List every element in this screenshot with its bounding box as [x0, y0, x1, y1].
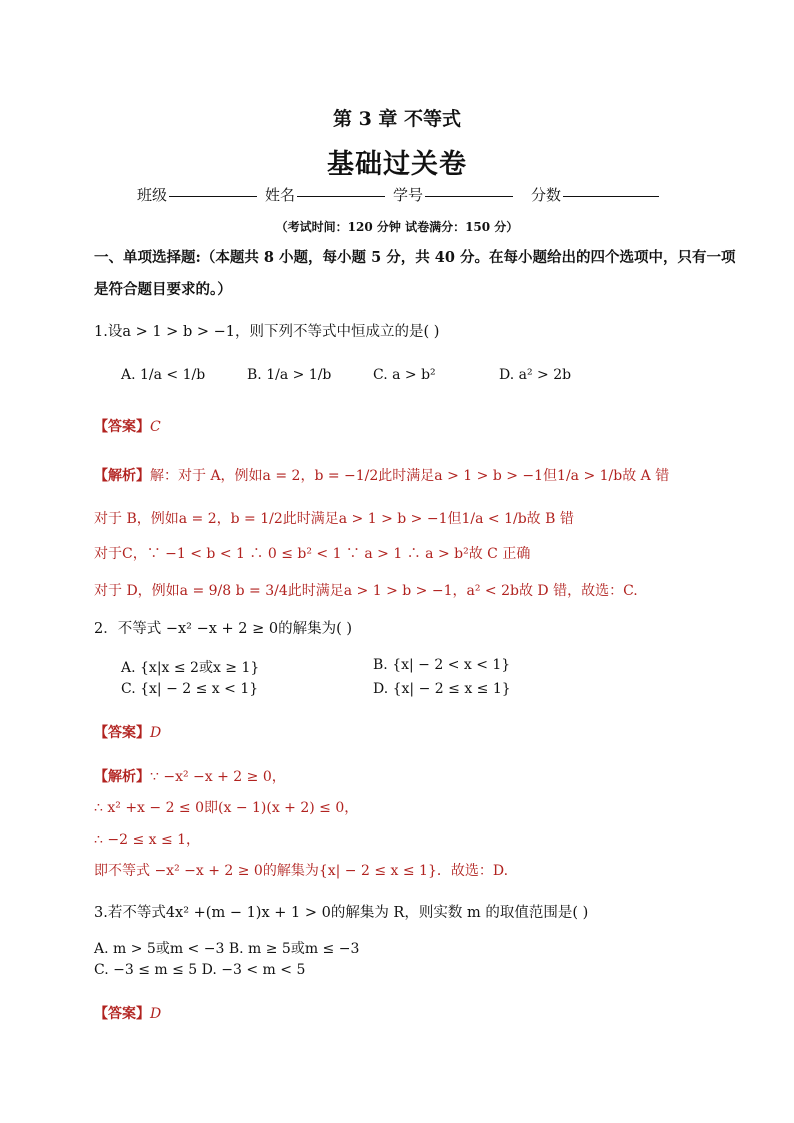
q3-options-row2: C. −3 ≤ m ≤ 5 D. −3 < m < 5	[94, 962, 306, 978]
q1-option-c: C. a > b²	[373, 367, 436, 383]
student-id-label: 学号	[393, 186, 424, 204]
q1-analysis-line4: 对于 D，例如a = 9/8 b = 3/4此时满足a > 1 > b > −1，a² < 2b故 D 错，故选：C.	[94, 583, 638, 599]
q2-stem: 2．不等式 −x² −x + 2 ≥ 0的解集为( )	[94, 621, 353, 637]
score-blank	[563, 184, 659, 197]
q2-analysis-tag: 【解析】	[94, 769, 150, 785]
q3-answer	[94, 1003, 161, 1023]
q2-answer-value: D	[150, 725, 162, 741]
q2-answer-tag: 【答案】	[94, 725, 150, 741]
section-heading-line2: 是符合题目要求的。）	[94, 281, 232, 298]
student-id-field	[393, 184, 513, 205]
q1-option-b: B. 1/a > 1/b	[247, 367, 332, 383]
q2-option-d: D. {x| − 2 ≤ x ≤ 1}	[373, 681, 511, 697]
q1-analysis-tag: 【解析】	[94, 468, 150, 484]
q2-option-c: C. {x| − 2 ≤ x < 1}	[121, 681, 259, 697]
q1-analysis-text1: 解：对于 A，例如a = 2，b = −1/2此时满足a > 1 > b > −1但1/a > 1/b故 A 错	[150, 468, 670, 484]
q2-analysis-line3: ∴ −2 ≤ x ≤ 1，	[94, 832, 201, 848]
section-heading-line1: 一、单项选择题:（本题共 8 小题，每小题 5 分，共 40 分。在每小题给出的四个选项中，只有一项	[94, 249, 736, 266]
q2-option-a: A. {x|x ≤ 2或x ≥ 1}	[121, 660, 260, 676]
q3-answer-value: D	[150, 1006, 162, 1022]
q3-answer-tag: 【答案】	[94, 1006, 150, 1022]
q1-analysis-line1	[94, 465, 669, 485]
q1-answer-value: C	[150, 419, 161, 435]
q2-option-b: B. {x| − 2 < x < 1}	[373, 657, 511, 673]
name-blank	[297, 184, 385, 197]
q2-analysis-line2: ∴ x² +x − 2 ≤ 0即(x − 1)(x + 2) ≤ 0，	[94, 800, 359, 816]
q2-analysis-text1: ∵ −x² −x + 2 ≥ 0，	[150, 769, 286, 785]
score-field	[531, 184, 659, 205]
q3-options-row1: A. m > 5或m < −3 B. m ≥ 5或m ≤ −3	[94, 941, 360, 957]
q2-analysis-line4: 即不等式 −x² −x + 2 ≥ 0的解集为{x| − 2 ≤ x ≤ 1}．故选：D.	[94, 863, 509, 879]
q1-option-d: D. a² > 2b	[499, 367, 572, 383]
page-title: 基础过关卷	[327, 149, 467, 180]
exam-meta: （考试时间：120 分钟 试卷满分：150 分）	[275, 220, 519, 234]
q3-stem: 3.若不等式4x² +(m − 1)x + 1 > 0的解集为 R，则实数 m 的取值范围是( )	[94, 905, 589, 921]
name-field	[265, 184, 385, 205]
class-label: 班级	[137, 186, 168, 204]
q1-option-a: A. 1/a < 1/b	[121, 367, 206, 383]
q1-analysis-line2: 对于 B，例如a = 2，b = 1/2此时满足a > 1 > b > −1但1/a < 1/b故 B 错	[94, 511, 574, 527]
class-field	[137, 184, 257, 205]
q2-analysis-line1	[94, 766, 286, 786]
name-label: 姓名	[265, 186, 296, 204]
score-label: 分数	[531, 186, 562, 204]
q2-answer	[94, 722, 161, 742]
chapter-title: 第 3 章 不等式	[332, 108, 462, 130]
q1-stem: 1.设a > 1 > b > −1，则下列不等式中恒成立的是( )	[94, 324, 440, 340]
student-id-blank	[425, 184, 513, 197]
class-blank	[169, 184, 257, 197]
q1-answer	[94, 416, 161, 436]
q1-analysis-line3: 对于C，∵ −1 < b < 1 ∴ 0 ≤ b² < 1 ∵ a > 1 ∴ a > b²故 C 正确	[94, 546, 531, 562]
q1-answer-tag: 【答案】	[94, 419, 150, 435]
